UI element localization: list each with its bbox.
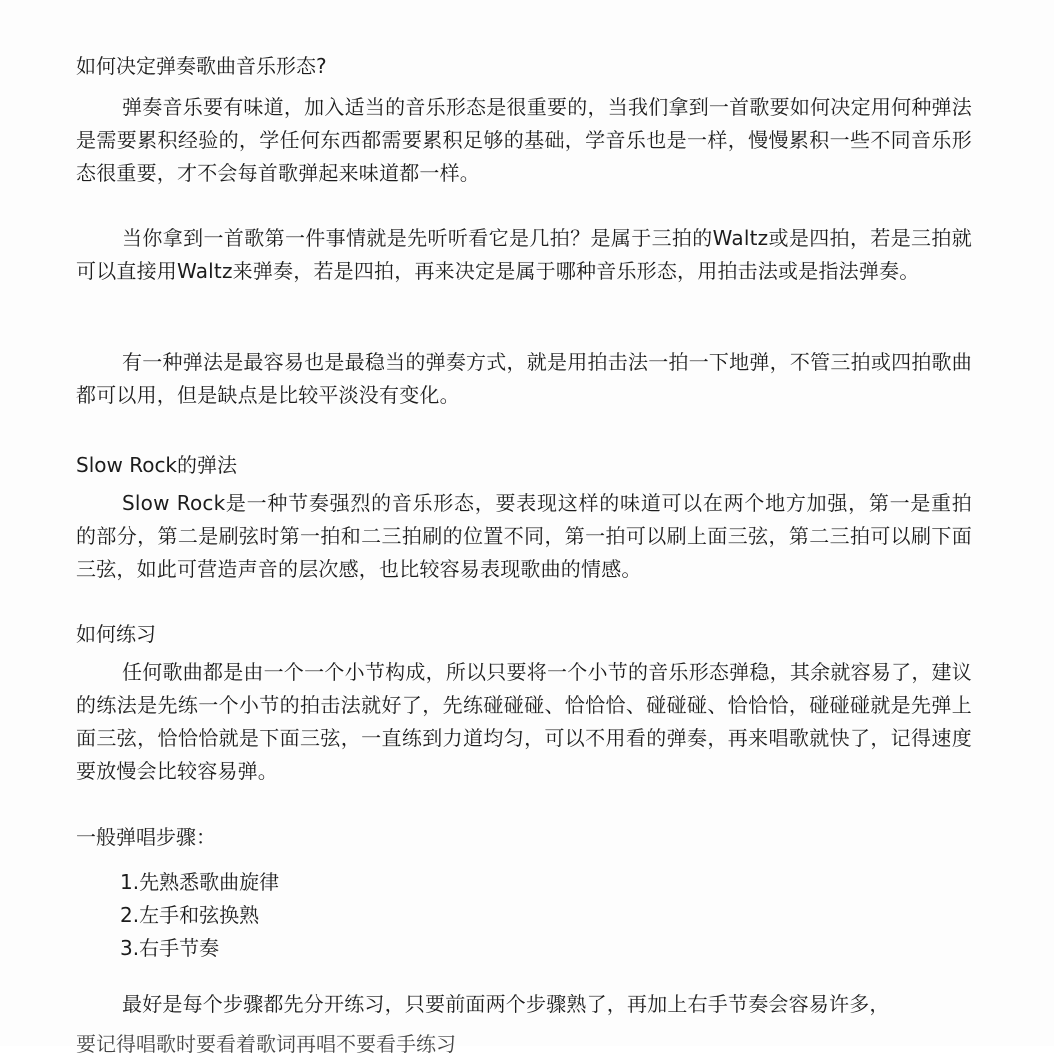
paragraph-slow-rock: Slow Rock是一种节奏强烈的音乐形态，要表现这样的味道可以在两个地方加强，第一是重拍的部分，第二是刷弦时第一拍和二三拍刷的位置不同，第一拍可以刷上面三弦，第二三拍可以刷下面三弦，如此可营造声音的层次感，也比较容易表现歌曲的情感。 bbox=[76, 491, 972, 581]
paragraph-flavor: 弹奏音乐要有味道，加入适当的音乐形态是很重要的，当我们拿到一首歌要如何决定用何种弹法是需要累积经验的，学任何东西都需要累积足够的基础，学音乐也是一样，慢慢累积一些不同音乐形态很重要，才不会每首歌弹起来味道都一样。 bbox=[76, 95, 972, 185]
paragraph-simple-method: 有一种弹法是最容易也是最稳当的弹奏方式，就是用拍击法一拍一下地弹，不管三拍或四拍歌曲都可以用，但是缺点是比较平淡没有变化。 bbox=[76, 350, 972, 407]
cutoff-text-line: 要记得唱歌时要看着歌词再唱不要看手练习 bbox=[76, 1032, 456, 1056]
paragraph-practice: 任何歌曲都是由一个一个小节构成，所以只要将一个小节的音乐形态弹稳，其余就容易了，建议的练法是先练一个小节的拍击法就好了，先练碰碰碰、恰恰恰、碰碰碰、恰恰恰，碰碰碰就是先弹上面三弦，恰恰恰就是下面三弦，一直练到力道均匀，可以不用看的弹奏，再来唱歌就快了，记得速度要放慢会比较容易弹。 bbox=[76, 660, 972, 783]
list-item: 2.左手和弦换熟 bbox=[120, 903, 260, 927]
list-item: 1.先熟悉歌曲旋律 bbox=[120, 870, 280, 894]
list-item: 3.右手节奏 bbox=[120, 936, 220, 960]
steps-list bbox=[120, 866, 279, 965]
section-title-slow-rock: Slow Rock的弹法 bbox=[76, 453, 238, 477]
paragraph-listen-beat: 当你拿到一首歌第一件事情就是先听听看它是几拍？是属于三拍的Waltz或是四拍，若是三拍就可以直接用Waltz来弹奏，若是四拍，再来决定是属于哪种音乐形态，用拍击法或是指法弹奏。 bbox=[76, 226, 972, 283]
section-title-decide-style: 如何决定弹奏歌曲音乐形态? bbox=[76, 54, 327, 78]
section-title-steps: 一般弹唱步骤： bbox=[76, 825, 216, 849]
paragraph-closing: 最好是每个步骤都先分开练习，只要前面两个步骤熟了，再加上右手节奏会容易许多， bbox=[122, 992, 890, 1016]
section-title-practice: 如何练习 bbox=[76, 622, 156, 646]
